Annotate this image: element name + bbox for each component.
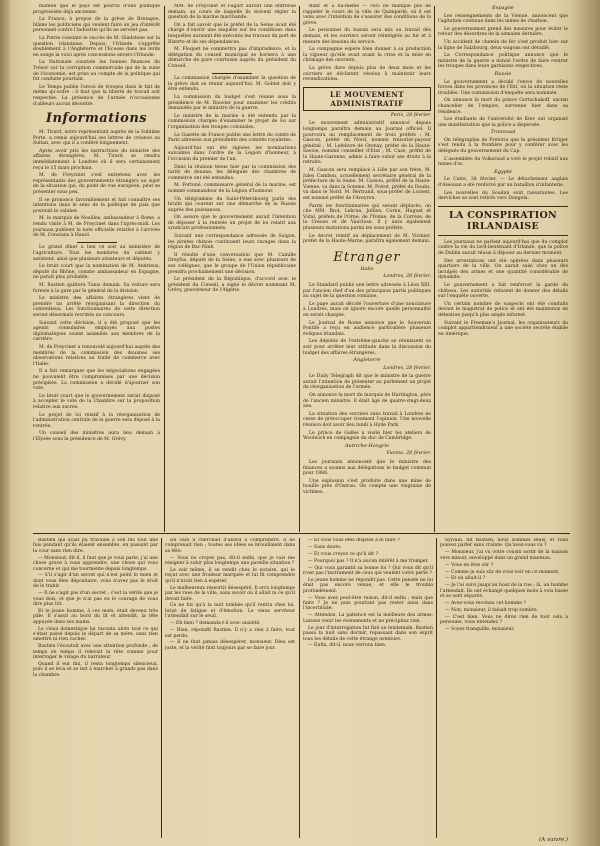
paragraph: La commission du budget s'est réunie sous la présidence de M. Rouvier pour examiner les crédits demandés par le ministre de la guerre. [168, 95, 296, 112]
paragraph: La France, à propos de la grève de Bretagne, blâme les politiciens qui veulent faire un jeu d'intérêt personnel contre l'industrie qu'ils ne servent pas. [33, 17, 160, 34]
separator [77, 242, 117, 243]
paragraph: Un certain nombre de suspects ont été conduits devant le magistrat de police et ont été maintenus en détention jusqu'à plus ample informé. [438, 301, 568, 318]
paragraph: Le jour d'interrogation fut fixé au lendemain. Bastien passa la nuit sans dormir, repassant dans son esprit tous les détails de cette étrange aventure. [303, 625, 433, 642]
paragraph: Il se prononce favorablement et fait connaître ses intentions dans le sens de la politique de paix que poursuit le cabinet. [33, 197, 160, 214]
section-heading-mouvement: LE MOUVEMENT ADMINISTRATIF [303, 87, 431, 111]
paragraph: Des arrestations ont été opérées dans plusieurs quartiers de la ville. On aurait saisi chez un des inculpés des armes et une quantité considérable de dynamite. [438, 258, 568, 281]
paragraph: Le personnel du bassin sera mis au travail dès demain, et les ouvriers seront réintégrés au fur et à mesure des besoins du service. [303, 28, 431, 45]
feuilleton-column-1 [33, 538, 158, 838]
paragraph: Le prince de Galles a visité hier les ateliers de Woolwich en compagnie du duc de Cambridge. [303, 430, 431, 442]
paragraph: M. Fortuné, commissaire général de la marine, est nommé commandeur de la Légion d'honneur. [168, 183, 296, 194]
column-4 [438, 4, 568, 532]
paragraph: Le Temps publie l'envoi de troupes dans le fait de même qu'ordre : il faut que la liberté de travail soit respectée. La présence de l'armée n'occasionne d'ailleurs aucun désordre. [33, 84, 160, 107]
paragraph: En vain il cherchait d'abord à comprendre, il ne comprenait rien ; toutes ses idées se brouillaient dans sa tête. [165, 538, 295, 554]
paragraph: MM. de Freycinet et Fagart auront une entrevue demain, au cours de laquelle ils doivent régler la question de la marine marchande. [168, 4, 296, 21]
paragraph: — Et vous croyez ce qu'il dit ? [308, 551, 379, 557]
paragraph: Le ministre de la marine a été entendu par la commission chargée d'examiner le projet de loi sur l'organisation des troupes coloniales. [168, 113, 296, 130]
paragraph: — Monsieur, j'ai vu votre cousin sortir de la maison vers minuit, enveloppé dans un grand manteau. [440, 550, 568, 561]
paragraph: La Gazette de France publie une lettre du comte de Paris adressée aux présidents des comités royalistes. [168, 132, 296, 144]
section-heading-etranger: Etranger [333, 249, 401, 265]
paragraph: — Vous ne croyez pas, dit-il enfin, que je vais me résigner à subir plus longtemps une pareille situation ? [165, 555, 295, 567]
paragraph: La Nationale constate les bonnes finances du Trésor sur la corruption commerciale qui de la suite de l'économie, est prise au compte de la politique qui fut conduite pourtant. [33, 60, 160, 83]
paragraph: — Soyez tranquille, monsieur. [445, 627, 515, 633]
column-3 [303, 4, 431, 532]
paragraph: Un télégramme du Saint-Pétersbourg parle des bruits qui courent sur une démarche de la Russie auprès des puissances. [168, 196, 296, 213]
dateline: Londres, 28 février. [383, 365, 431, 371]
paragraph: Le décret relatif au déplacement de M. Vicinier, préfet de la Haute-Marne, paraîtra également demain. [303, 233, 431, 245]
paragraph: Dans la réunion tenue hier par la commission des tarifs de douane, les délégués des chambres de commerce ont été entendus. [168, 164, 296, 181]
paragraph: Les députés de l'extrême-gauche se réunissent ce soir pour arrêter leur attitude dans la discussion du budget des affaires étrangères. [303, 339, 431, 356]
binding-spine [0, 0, 10, 846]
paragraph: On annonce la mort du marquis de Hartington, père de l'ancien ministre. Il était âgé de quatre-vingt-deux ans. [303, 393, 431, 410]
paragraph: Bastien l'écoutait avec une attention profonde ; de temps en temps il relevait la tête comme pour interroger le visage du narrateur. [33, 644, 158, 661]
paragraph: — Et vous vous êtes disposé à le faire ? [308, 538, 400, 543]
paragraph: Aujourd'hui ont été signées les nominations suivantes dans l'ordre de la Légion d'honneur, à l'occasion du premier de l'an. [168, 145, 296, 162]
paragraph: La situation des ouvriers sans travail à Londres ne cesse de préoccuper vivement l'opinion. Une nouvelle réunion doit avoir lieu lundi à Hyde Park. [303, 411, 431, 429]
dateline: Paris, 28 février. [390, 112, 431, 118]
paragraph: M. de Freycinet a renouvelé aujourd'hui auprès des membres de la commission des douanes ses observations relatives au traité de commerce avec l'Italie. [33, 344, 160, 367]
paragraph: Le gouvernement a fait renforcer la garde du château. Les autorités refusent de donner des détails sur l'enquête ouverte. [438, 282, 568, 300]
paragraph: Il a fait remarquer que les négociations engagées ne pouvaient être compromises par une décision précipitée. La commission a décidé d'ajourner son vote. [33, 369, 160, 392]
paragraph: Le projet de loi relatif à la réorganisation de l'administration centrale de la guerre sera déposé à la rentrée. [33, 412, 160, 429]
paragraph: Le gouvernement a décidé l'envoi de nouvelles forces dans les provinces de l'Est, où la situation reste troublée. Une commission d'enquête sera nommée. [438, 79, 568, 96]
column-rule [161, 538, 162, 838]
paragraph: Le vieux domestique lui raconta alors tout ce qui s'était passé depuis le départ de sa mère, sans rien omettre ni rien cacher. [33, 626, 158, 643]
paragraph: On télégraphie de Pretoria que le président Krüger s'est rendu à la frontière pour y conférer avec les délégués du gouvernement du Cap. [438, 137, 568, 155]
paragraph: On a fait savoir que le préfet de la Seine avait été chargé d'ouvrir une enquête sur les conditions dans lesquelles auraient été exécutés les travaux du port de Bizerte et de ses dépendances. [168, 22, 296, 45]
paragraph: — Qui vous garantit sa bonne foi ? Qui vous dit qu'il n'est pas l'instrument de ceux qui veulent votre perte ? [303, 565, 433, 577]
paragraph: Le Journal de Rome annonce que le Souverain Pontife a reçu en audience particulière plusieurs évêques irlandais. [303, 320, 431, 337]
paragraph: La compagnie espère bien donner à sa production la vigueur qu'elle avait avant la crise et la mise en chômage des ouvriers. [303, 47, 431, 64]
paragraph: Le Daily Telegraph dit que le ministre de la guerre aurait l'intention de présenter au parlement un projet de réorganisation de l'armée. [303, 374, 431, 391]
paragraph: Sylvain, dit Bastien, nous sommes seuls, et vous pouvez parler sans crainte. Qu'avez-vous vu ? [440, 538, 568, 549]
column-1 [33, 4, 160, 532]
column-rule [299, 6, 300, 532]
paragraph: montée que le pays est pourvu d'une politique progressiste déjà ancienne. [33, 4, 160, 15]
subheading-transvaal: Transvaal [490, 129, 516, 136]
paragraph: — Pourquoi pas ? Il n'a aucun intérêt à me tromper. [308, 558, 429, 564]
paragraph: Un conseil des ministres aura lieu demain à l'Elysée sous la présidence de M. Grévy. [33, 431, 160, 442]
column-rule [434, 6, 435, 532]
paragraph: Parmi les fonctionnaires qui seront déplacés, on cite MM. Brot, Lebrun, Jullien, Cornu, Huguet et Vidal, préfets de l'Orne, de l'Yonne, de la Corrèze, de la Creuse et de Vaucluse. Il y aura également plusieurs mutations parmi les sous-préfets. [303, 203, 431, 231]
paragraph: Le gouvernement prend des mesures pour éviter le retour des désordres de la semaine dernière. [438, 26, 568, 38]
paragraph: On annonce la mort du prince Gortschakoff, ancien chancelier de l'empire, survenue hier dans sa résidence. [438, 98, 568, 115]
paragraph: Le bruit court que la nomination de M. Andrieux, député du Rhône, comme ambassadeur en Espagne, ne paraît plus probable. [33, 264, 160, 281]
paragraph: Les journaux annoncent que le ministre des finances a soumis aux délégations le budget commun pour 1886. [303, 460, 431, 477]
paragraph: Le ministre des affaires étrangères vient de prendre un arrêté réorganisant la direction du contentieux. Les fonctionnaires de cette direction seront désormais recrutés au concours. [33, 296, 160, 318]
paragraph: Ce ne fut qu'à la nuit tombée qu'il rentra chez lui, brisé de fatigue et d'émotion. Le vieux serviteur l'attendait sur le seuil. [165, 603, 295, 620]
paragraph: Bastien qui avait pu travaille à son fils tout une fois pendant qu'ils étaient ensemble, en passant par la cour sans rien dire. [33, 538, 158, 554]
paragraph: La Correspondance politique annonce que le ministre de la guerre a donné l'ordre de faire rentrer les troupes dans leurs garnisons respectives. [438, 53, 568, 70]
section-heading-informations: Informations [45, 111, 148, 127]
column-rule [436, 538, 437, 838]
paragraph: — Il ne faut jamais désespérer, monsieur. Dieu est juste, et la vérité finit toujours par se faire jour. [165, 640, 295, 651]
paragraph: — Et où allait-il ? [445, 576, 486, 582]
paragraph: — Vous en êtes sûr ? [445, 562, 494, 568]
page-edge-shadow [570, 0, 600, 846]
paragraph: Le Standard publie une lettre adressée à Léon XIII, par l'ancien chef d'un des principaux partis politiques au sujet de la question romaine. [303, 282, 431, 300]
paragraph: Les nouvelles du Soudan sont rassurantes. Les derviches se sont retirés vers Dongola. [438, 190, 568, 202]
paragraph: Bahr et à lui-même — ceci ne manque pas de rappeler le cours de la ville de Quimperlé, où il est venu avec l'intention de s'assurer des conditions de la grève. [303, 4, 431, 26]
subheading-italie: Italie [360, 265, 374, 272]
paragraph: Le jeune homme ne répondit pas. Cette pensée ne lui était pas encore venue, et elle le troubla profondément. [303, 577, 433, 594]
paragraph: — Comme je suis sûr de vous voir en ce moment. [445, 569, 560, 575]
paragraph: Le bruit court que le gouvernement serait disposé à accepter le vote de la Chambre sur la proposition relative aux sucres. [33, 393, 160, 410]
paragraph: M. Gascon sera remplacé à Lille par son frère, M. Jules Cambon, actuellement secrétaire général de la préfecture de la Seine. M. Cassou, préfet de la Haute-Vienne, va dans la Somme. M. Poirot, préfet du Doubs, va dans le Nord. M. Bertrand, sous-préfet de Lorient, est nommé préfet de l'Aveyron. [303, 168, 431, 202]
paragraph: — Rien, répondit Bastien. Il n'y a rien à faire, tout est perdu. [165, 628, 295, 639]
feuilleton-column-2 [165, 538, 295, 838]
paragraph: M. Tirard, notre représentant auprès de la Sublime Porte, a remis aujourd'hui ses lettres de créance au Sultan, avec qui il a conféré longuement. [33, 130, 160, 147]
paragraph: Et le jeune homme, à ces mots, était devenu très pâle. Il s'assit au bord du lit et attendit, la tête appuyée dans ses mains. [33, 608, 158, 625]
paragraph: — Je l'ai suivi jusqu'au bout de la rue ; là, un homme l'attendait. Ils ont échangé quelques mots à voix basse et se sont séparés. [440, 583, 568, 600]
paragraph: La commission chargée d'examiner la question de la grève doit se réunir aujourd'hui. M. Goblet doit y être entendu. [168, 76, 296, 93]
column-rule [299, 538, 300, 838]
paragraph: Le malheureux ressortit désespéré. Il erra longtemps par les rues de la ville, sans savoir où il allait ni ce qu'il devait faire. [165, 585, 295, 602]
section-heading-conspiration: LA CONSPIRATION IRLANDAISE [438, 206, 568, 236]
separator [212, 73, 252, 74]
dateline: Londres, 28 février. [383, 274, 431, 280]
paragraph: Les journaux ne parlent aujourd'hui que du complot contre la vie du lord-lieutenant d'Irlande, que la police de Dublin aurait réussi à déjouer au dernier moment. [438, 239, 568, 256]
paragraph: M. Bastien quittera Tunis demain. Sa voiture sera formée à la gare par le général de la division. [33, 283, 160, 294]
paragraph: Le grand dîner a lieu ce soir au ministère de l'agriculture. Tous les membres du cabinet y assistent, ainsi que plusieurs sénateurs et députés. [33, 245, 160, 262]
paragraph: Suivant cette décision, il a été proposé que les agents consulaires employés aux postes diplomatiques soient assimilés aux membres de la carrière. [33, 320, 160, 343]
paragraph: — Non, monsieur, il faisait trop sombre. [445, 607, 539, 613]
paragraph: M. de Freycinet s'est entretenu avec les représentants des gouvernements étrangers au sujet de la situation qui, du point de vue européen, peut se présenter sous peu. [33, 173, 160, 196]
paragraph: — Il ne s'agit pas d'un secret ; c'est la vérité que je vous dois, et que je n'ai pas eu le courage de vous dire plus tôt. [33, 591, 158, 607]
paragraph: La grève dure depuis plus de deux mois et les ouvriers se déclarent résolus à maintenir leurs revendications. [303, 65, 431, 83]
paragraph: M. le marquis de Noailles, ambassadeur à Rome, a rendu visite à M. de Freycinet dans l'après-midi. Les journaux publient la note officielle relative à l'arrivée de M. Constans à Hanoï. [33, 216, 160, 239]
dateline: Vienne, 28 février. [386, 451, 431, 457]
paragraph: Un accident de chemin de fer s'est produit hier sur la ligne de Salzbourg, deux wagons ont déraillé. [438, 39, 568, 51]
paragraph: — Monsieur, dit-il, il faut que je vous parle, j'ai une chose grave à vous apprendre, une chose qui vous concerne et qui me tourmente depuis longtemps. [33, 555, 158, 572]
paragraph: On assure que le gouvernement aurait l'intention de déposer à la rentrée un projet de loi relatif aux syndicats professionnels. [168, 215, 296, 232]
paragraph: Le pape aurait décidé l'ouverture d'une nonciature à Londres, mais on ignore encore quelle personnalité en serait chargée. [303, 301, 431, 318]
subheading-autriche: Autriche-Hongrie [344, 442, 390, 449]
subheading-angleterre: Angleterre [353, 357, 381, 364]
paragraph: — Attendez. La patience est la meilleure des armes. Laissez venir les événements et ne précipitez rien. [303, 613, 433, 624]
to-be-continued: (A suivre.) [539, 837, 568, 843]
subheading-russie: Russie [494, 70, 512, 77]
paragraph: Après avoir pris les instructions du ministre des affaires étrangères, M. Tirard se rendra immédiatement à Londres où il sera certainement reçu le 15 mars prochain. [33, 148, 160, 171]
paragraph: — Avez-vous reconnu cet homme ? [445, 601, 526, 607]
paragraph: Une explosion s'est produite dans une mine de houille près d'Ostrau. On compte une vingtaine de victimes. [303, 478, 431, 495]
paragraph: Il résulte d'une conversation que M. Camille Dreyfus, député de la Seine, a eue avec plusieurs de ses collègues, que le groupe de l'Union républicaine prendra prochainement une décision. [168, 252, 296, 275]
paragraph: — S'il s'agit d'un secret qui n'est point le mien et dont vous êtes dépositaire, vous n'avez pas le droit de le trahir. [33, 573, 158, 590]
paragraph: Le mouvement administratif annoncé depuis longtemps paraîtra demain au Journal officiel. Il pourvoira au remplacement de trois préfets : M. Gascon, préfet du Nord, nommé trésorier-payeur général ; M. Lefebvre de Grenay, préfet de la Haute-Savoie, nommé conseiller d'Etat ; M. Caze, préfet de la Haute-Garonne, admis à faire valoir ses droits à la retraite. [303, 121, 431, 166]
paragraph: L'assemblée du Volksraad a voté le projet relatif aux mines d'or. [438, 156, 568, 168]
feuilleton-rule [33, 533, 570, 534]
paragraph: — C'est bien. Vous ne direz rien de tout cela à personne, vous entendez ? [440, 614, 568, 626]
column-rule [164, 6, 165, 532]
paragraph: Quand il eut fini, il resta longtemps silencieux, puis il se leva et se mit à marcher à grands pas dans la chambre. [33, 662, 158, 678]
paragraph: Le président de la République, d'accord avec le président du Conseil, a signé le décret nommant M. Grévy, gouverneur de l'Algérie. [168, 277, 296, 294]
paragraph: Les renseignements de la Vienne, annoncent que l'agitation continue dans les mines de charbon. [438, 13, 568, 25]
subheading-espagne: Espagne [492, 5, 514, 11]
paragraph: — Sans doute. [308, 544, 342, 550]
paragraph: Le Caire, 28 février. — Le détachement anglais d'Assouan a été renforcé par un bataillon d'infanterie. [438, 177, 568, 189]
paragraph: M. Floquet ne commettra pas d'imprudence, et la délégation du conseil municipal se bornera à une démarche de pure courtoisie auprès du président du Conseil. [168, 47, 296, 69]
feuilleton-column-4 [440, 538, 568, 838]
paragraph: La Patrie constate le succès de M. Gladstone sur la question irlandaise. Depuis, l'Irlande s'apprête doublement à l'Angleterre et l'Ecosse dans les lords en songe la voici après concessions envers l'Irlande. [33, 35, 160, 58]
subheading-egypte: Egypte [494, 168, 512, 175]
paragraph: — Eh bien ? demanda-t-il avec anxiété. [170, 621, 261, 627]
paragraph: — Enfin, dit-il, nous verrons bien. [308, 643, 387, 649]
paragraph: Le soir même, il se rendit chez le notaire, qui le reçut avec une froideur marquée et lui fit comprendre qu'il n'avait rien à espérer. [165, 568, 295, 584]
column-2 [168, 4, 296, 532]
paragraph: — Vous avez peut-être raison, dit-il enfin ; mais que faire ? Je ne puis pourtant pas rester ainsi dans l'incertitude. [303, 595, 433, 612]
paragraph: Suivant le Freeman's Journal, les organisateurs du complot appartiendraient à une société secrète établie en Amérique. [438, 320, 568, 337]
paragraph: Les étudiants de l'université de Kiev ont organisé une manifestation que la police a dispersée. [438, 117, 568, 128]
paragraph: Suivant une correspondance adressée de Saïgon, les pirates chinois continuent leurs ravages dans la région de Bac-Ninh. [168, 234, 296, 251]
feuilleton-column-3 [303, 538, 433, 838]
